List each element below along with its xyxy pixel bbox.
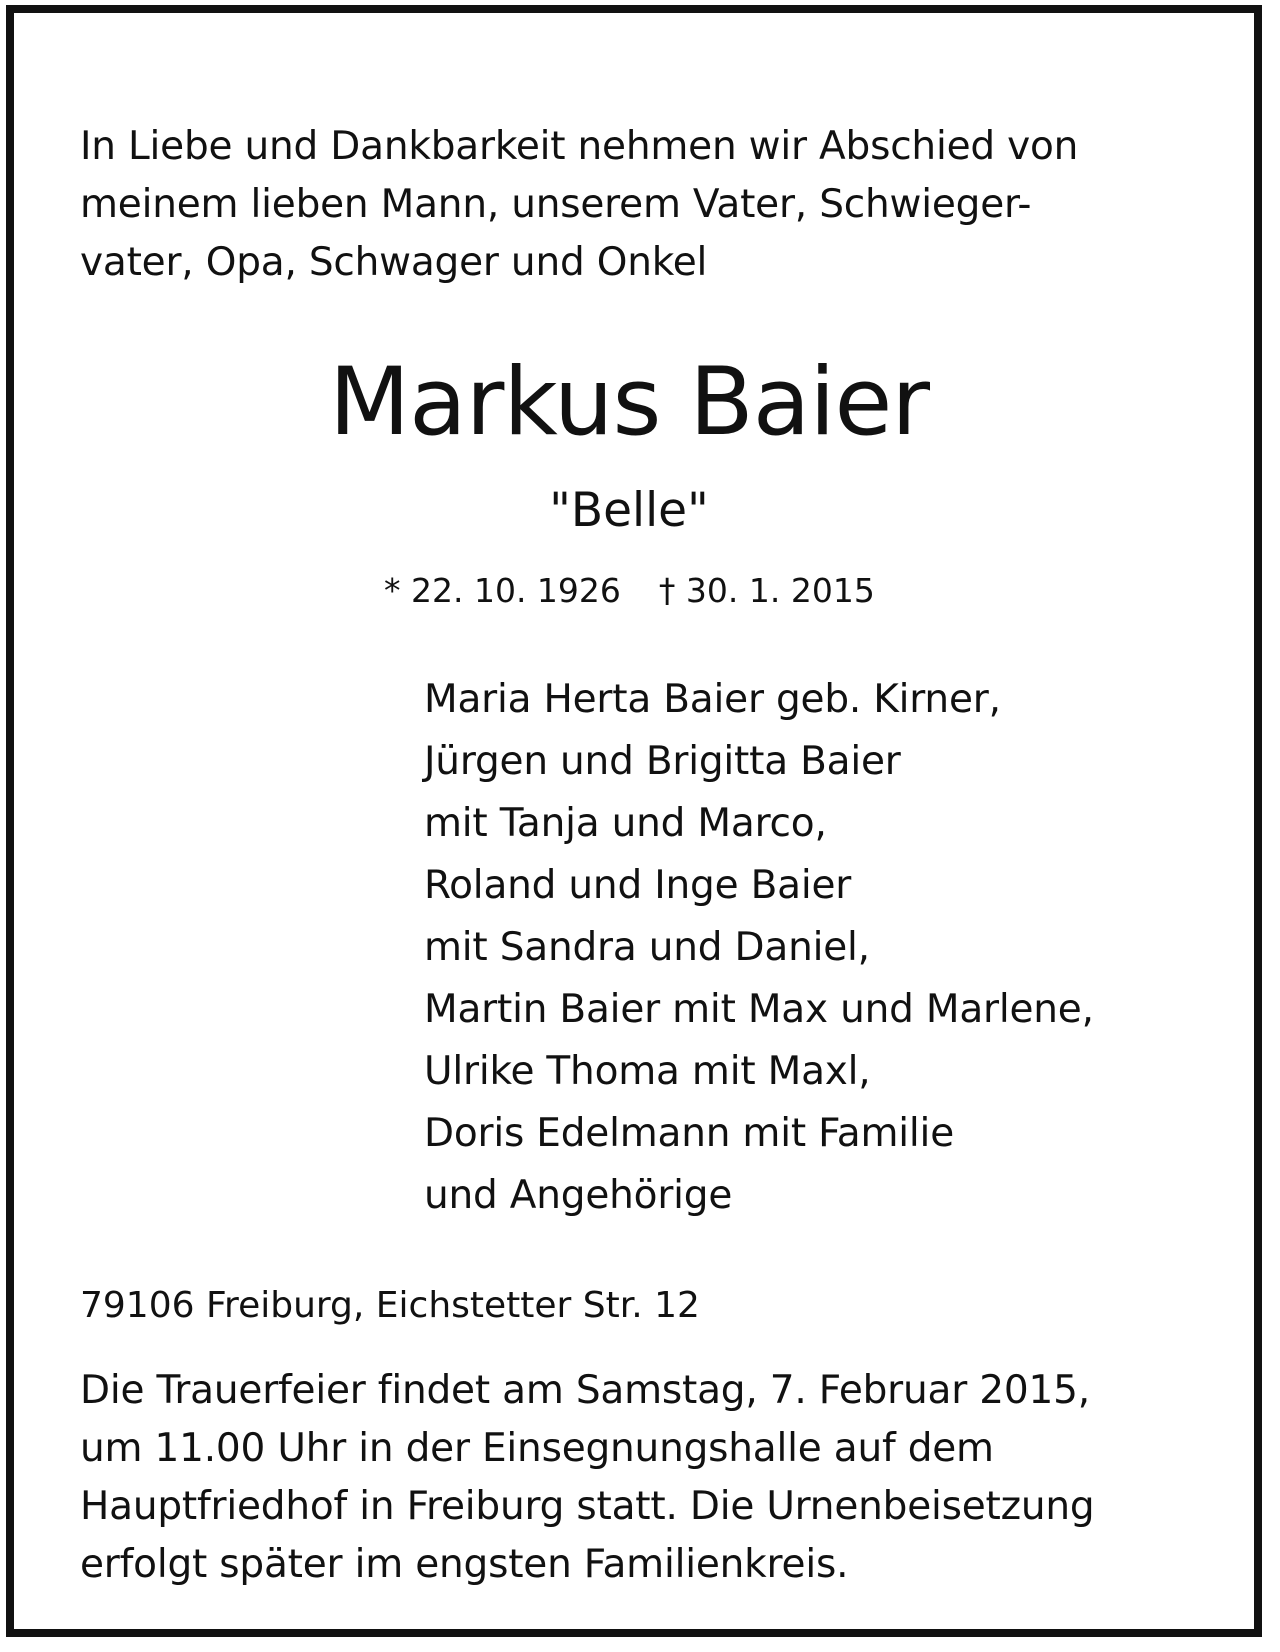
ceremony-line: Hauptfriedhof in Freiburg statt. Die Urnenbeisetzung (80, 1484, 1095, 1529)
mourner-line: Martin Baier mit Max und Marlene, (424, 987, 1094, 1032)
deceased-name: Markus Baier (328, 348, 929, 457)
ceremony-line: um 11.00 Uhr in der Einsegnungshalle auf dem (80, 1426, 994, 1471)
mourner-line: Roland und Inge Baier (424, 863, 852, 908)
mourner-line: mit Tanja und Marco, (424, 801, 827, 846)
ceremony-text (80, 1362, 1230, 1594)
mourners-list (424, 669, 1094, 1227)
mourner-line: Doris Edelmann mit Familie (424, 1111, 954, 1156)
intro-text (80, 118, 1220, 292)
life-dates (384, 568, 875, 614)
mourner-line: Jürgen und Brigitta Baier (424, 739, 901, 784)
obituary-notice (6, 5, 1262, 1637)
intro-line: In Liebe und Dankbarkeit nehmen wir Abschied von (80, 124, 1079, 169)
mourner-line: Maria Herta Baier geb. Kirner, (424, 677, 1001, 722)
ceremony-line: erfolgt später im engsten Familienkreis. (80, 1542, 849, 1587)
mourner-line: und Angehörige (424, 1173, 733, 1218)
family-address: 79106 Freiburg, Eichstetter Str. 12 (80, 1285, 700, 1326)
death-date: † 30. 1. 2015 (658, 571, 875, 610)
mourner-line: Ulrike Thoma mit Maxl, (424, 1049, 871, 1094)
birth-date: * 22. 10. 1926 (384, 571, 621, 610)
intro-line: vater, Opa, Schwager und Onkel (80, 240, 708, 285)
intro-line: meinem lieben Mann, unserem Vater, Schwieger- (80, 182, 1032, 227)
ceremony-line: Die Trauerfeier findet am Samstag, 7. Februar 2015, (80, 1368, 1090, 1413)
deceased-nickname: "Belle" (549, 483, 709, 538)
mourner-line: mit Sandra und Daniel, (424, 925, 870, 970)
